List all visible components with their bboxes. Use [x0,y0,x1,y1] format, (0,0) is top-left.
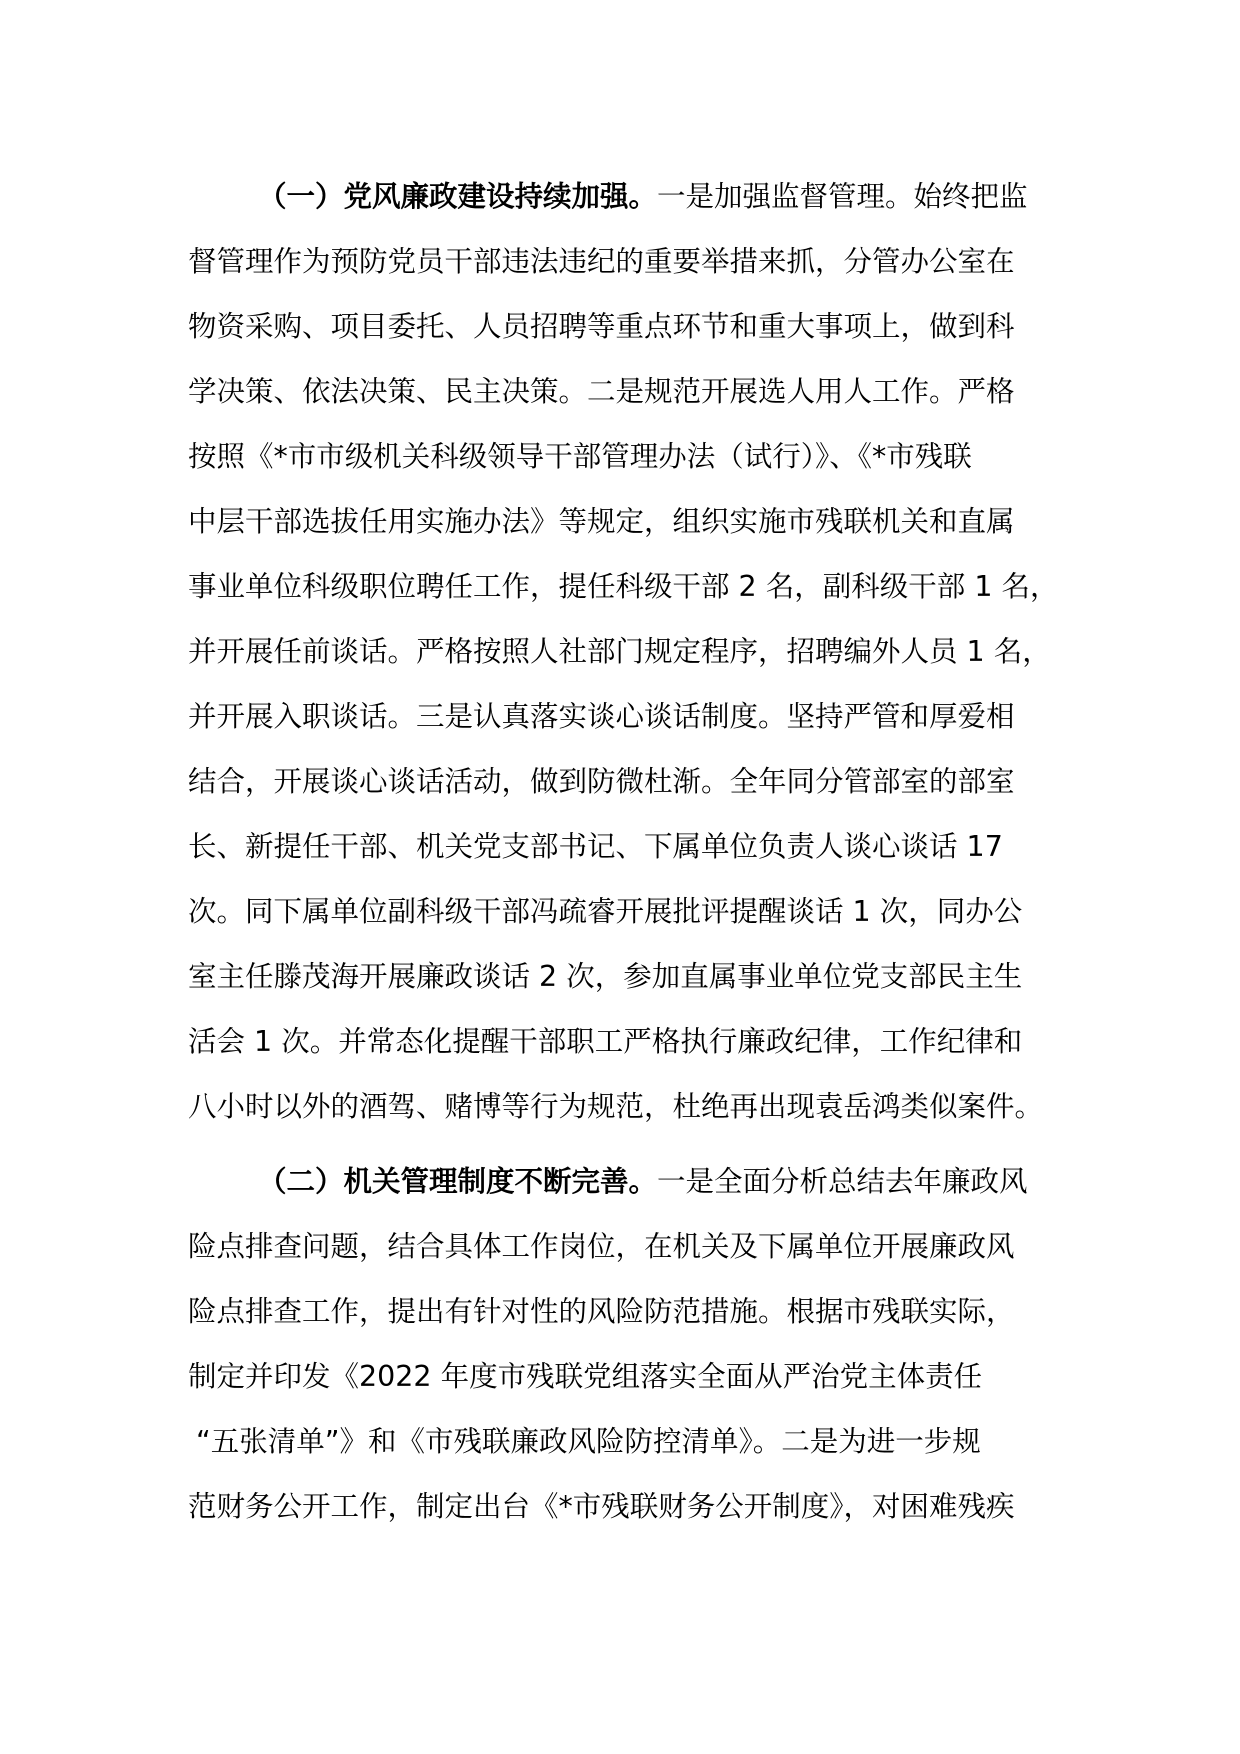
document-body [188,164,1088,1539]
paragraph-1-line: 长、新提任干部、机关党支部书记、下属单位负责人谈心谈话 17 [188,830,1003,863]
paragraph-2-line: 制定并印发《2022 年度市残联党组落实全面从严治党主体责任 [188,1360,983,1393]
paragraph-2-line-1-text: 一是全面分析总结去年廉政风 [657,1165,1028,1198]
paragraph-1-line: 结合，开展谈心谈话活动，做到防微杜渐。全年同分管部室的部室 [188,765,1015,798]
paragraph-2-line: “五张清单”》和《市残联廉政风险防控清单》。二是为进一步规 [196,1425,981,1458]
paragraph-1-line-1-text: 一是加强监督管理。始终把监 [657,180,1028,213]
paragraph-2-line: 险点排查工作，提出有针对性的风险防范措施。根据市残联实际， [188,1295,1015,1328]
paragraph-1-line: 事业单位科级职位聘任工作，提任科级干部 2 名，副科级干部 1 名， [188,570,1059,603]
paragraph-1 [188,164,1088,1139]
paragraph-2-line: 险点排查问题，结合具体工作岗位，在机关及下属单位开展廉政风 [188,1230,1015,1263]
paragraph-1-line: 学决策、依法决策、民主决策。二是规范开展选人用人工作。严格 [188,375,1015,408]
paragraph-1-line: 活会 1 次。并常态化提醒干部职工严格执行廉政纪律，工作纪律和 [188,1025,1023,1058]
paragraph-1-heading: （一）党风廉政建设持续加强。 [258,180,658,213]
paragraph-2-heading: （二）机关管理制度不断完善。 [258,1165,658,1198]
paragraph-1-line: 八小时以外的酒驾、赌博等行为规范，杜绝再出现袁岳鸿类似案件。 [188,1090,1044,1123]
paragraph-1-line: 物资采购、项目委托、人员招聘等重点环节和重大事项上，做到科 [188,310,1015,343]
paragraph-1-line: 督管理作为预防党员干部违法违纪的重要举措来抓，分管办公室在 [188,245,1015,278]
paragraph-1-line: 室主任滕茂海开展廉政谈话 2 次，参加直属事业单位党支部民主生 [188,960,1023,993]
paragraph-1-line-1 [188,164,1088,229]
paragraph-2-line-1 [188,1149,1088,1214]
paragraph-2 [188,1149,1088,1539]
paragraph-1-line: 按照《*市市级机关科级领导干部管理办法（试行）》、《*市残联 [188,440,972,473]
paragraph-1-line: 并开展任前谈话。严格按照人社部门规定程序，招聘编外人员 1 名， [188,635,1051,668]
paragraph-1-line: 中层干部选拔任用实施办法》等规定，组织实施市残联机关和直属 [188,505,1015,538]
paragraph-1-line: 并开展入职谈话。三是认真落实谈心谈话制度。坚持严管和厚爱相 [188,700,1015,733]
paragraph-1-line: 次。同下属单位副科级干部冯疏睿开展批评提醒谈话 1 次，同办公 [188,895,1023,928]
paragraph-2-line: 范财务公开工作，制定出台《*市残联财务公开制度》，对困难残疾 [188,1490,1015,1523]
